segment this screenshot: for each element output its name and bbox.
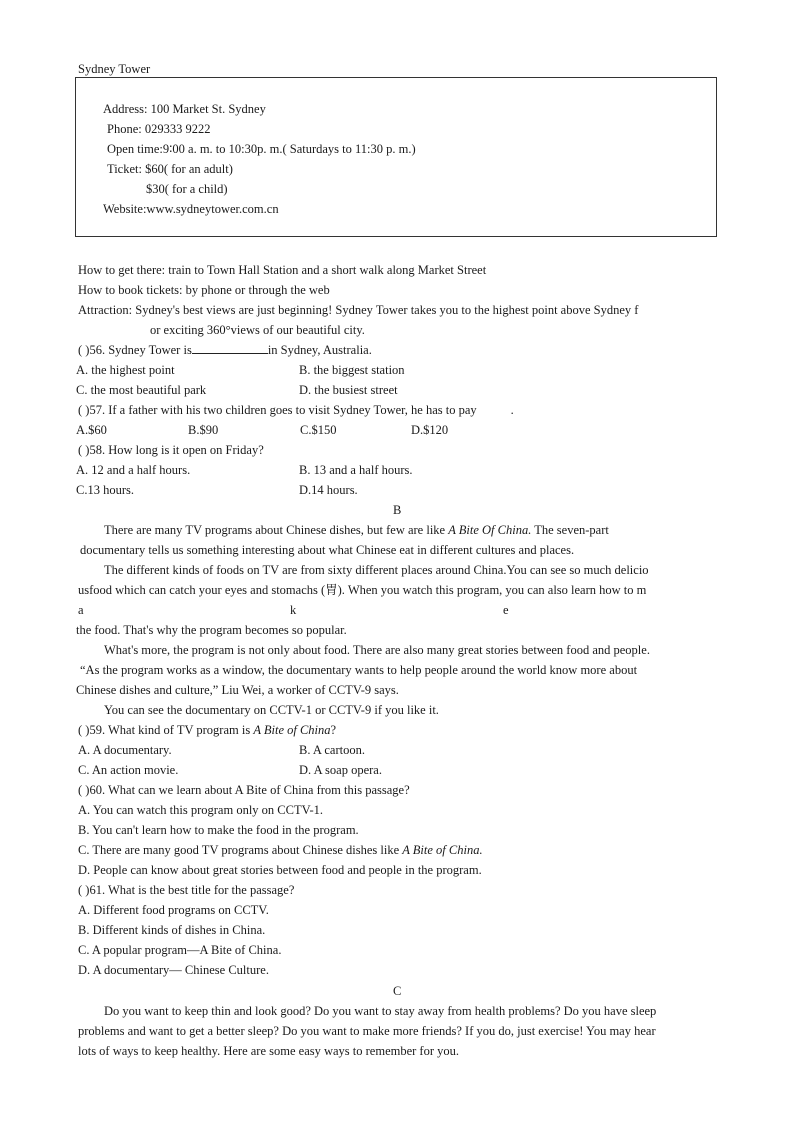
question-57 <box>78 400 514 420</box>
phone-line: Phone: 029333 9222 <box>107 122 211 136</box>
website-line: Website:www.sydneytower.com.cn <box>103 202 279 216</box>
section-b-letter-k: k <box>290 603 297 617</box>
question-59-stem: ( )59. What kind of TV program is <box>78 723 254 737</box>
question-56 <box>78 340 372 360</box>
option-57-b: B.$90 <box>188 423 219 437</box>
question-56-stem-end: in Sydney, Australia. <box>267 343 372 357</box>
how-to-book-line: How to book tickets: by phone or through the web <box>78 283 330 297</box>
text-span: There are many TV programs about Chinese dishes, but few are like <box>104 523 449 537</box>
option-61-b: B. Different kinds of dishes in China. <box>78 923 266 937</box>
section-b-p3-line2: “As the program works as a window, the documentary wants to help people around the world know more about <box>80 663 638 677</box>
program-title: A Bite Of China. <box>448 523 532 537</box>
answer-blank <box>192 340 268 354</box>
ticket-child-line: $30( for a child) <box>146 182 228 196</box>
section-b-letter-e: e <box>503 603 509 617</box>
option-57-a: A.$60 <box>76 423 107 437</box>
attraction-line-2: or exciting 360°views of our beautiful city. <box>150 323 365 337</box>
address-line: Address: 100 Market St. Sydney <box>103 102 266 116</box>
option-59-a: A. A documentary. <box>78 743 172 757</box>
option-58-b: B. 13 and a half hours. <box>299 463 413 477</box>
question-58: ( )58. How long is it open on Friday? <box>78 443 264 457</box>
option-56-a: A. the highest point <box>76 363 175 377</box>
question-60: ( )60. What can we learn about A Bite of China from this passage? <box>78 783 410 797</box>
option-56-c: C. the most beautiful park <box>76 383 207 397</box>
option-60-c <box>78 840 483 860</box>
option-59-b: B. A cartoon. <box>299 743 365 757</box>
section-b-p3-line1: What's more, the program is not only about food. There are also many great stories between food and people. <box>104 643 650 657</box>
option-58-a: A. 12 and a half hours. <box>76 463 191 477</box>
option-61-c: C. A popular program—A Bite of China. <box>78 943 282 957</box>
question-61: ( )61. What is the best title for the passage? <box>78 883 295 897</box>
section-b-p3-line3: Chinese dishes and culture,” Liu Wei, a worker of CCTV-9 says. <box>76 683 399 697</box>
option-60-d: D. People can know about great stories between food and people in the program. <box>78 863 482 877</box>
section-b-p4-line1: You can see the documentary on CCTV-1 or CCTV-9 if you like it. <box>104 703 439 717</box>
question-57-stem-end: . <box>510 403 514 417</box>
section-b-letter-a: a <box>78 603 84 617</box>
option-60-a: A. You can watch this program only on CCTV-1. <box>78 803 324 817</box>
section-c-line3: lots of ways to keep healthy. Here are some easy ways to remember for you. <box>78 1044 460 1058</box>
question-56-stem: ( )56. Sydney Tower is <box>78 343 192 357</box>
question-59 <box>78 720 336 740</box>
info-box <box>75 77 717 237</box>
section-c-label: C <box>393 984 402 998</box>
program-title: A Bite of China. <box>402 843 483 857</box>
section-b-p2-line1: The different kinds of foods on TV are from sixty different places around China.You can see so much delicio <box>104 563 649 577</box>
open-time-line: Open time:9∶00 a. m. to 10:30p. m.( Saturdays to 11:30 p. m.) <box>107 142 416 156</box>
program-title: A Bite of China <box>253 723 331 737</box>
section-c-line1: Do you want to keep thin and look good? Do you want to stay away from health problems? Do you have sleep <box>104 1004 657 1018</box>
option-61-d: D. A documentary— Chinese Culture. <box>78 963 269 977</box>
section-b-p1-line2: documentary tells us something interesting about what Chinese eat in different cultures and places. <box>80 543 575 557</box>
option-58-c: C.13 hours. <box>76 483 134 497</box>
option-56-b: B. the biggest station <box>299 363 405 377</box>
question-59-stem-end: ? <box>330 723 337 737</box>
option-58-d: D.14 hours. <box>299 483 358 497</box>
text-span: C. There are many good TV programs about Chinese dishes like <box>78 843 403 857</box>
section-b-p2-line4: the food. That's why the program becomes so popular. <box>76 623 347 637</box>
section-c-line2: problems and want to get a better sleep? Do you want to make more friends? If you do, just exercise! You may hear <box>78 1024 656 1038</box>
section-b-p1-line1 <box>104 520 609 540</box>
attraction-line-1: Attraction: Sydney's best views are just beginning! Sydney Tower takes you to the highest point above Sydney f <box>78 303 639 317</box>
ticket-adult-line: Ticket: $60( for an adult) <box>107 162 233 176</box>
option-60-b: B. You can't learn how to make the food in the program. <box>78 823 359 837</box>
how-to-get-line: How to get there: train to Town Hall Station and a short walk along Market Street <box>78 263 487 277</box>
option-57-d: D.$120 <box>411 423 449 437</box>
option-56-d: D. the busiest street <box>299 383 398 397</box>
page-title: Sydney Tower <box>78 62 151 76</box>
option-59-c: C. An action movie. <box>78 763 179 777</box>
question-57-stem: ( )57. If a father with his two children goes to visit Sydney Tower, he has to pay <box>78 403 477 417</box>
option-61-a: A. Different food programs on CCTV. <box>78 903 269 917</box>
option-59-d: D. A soap opera. <box>299 763 382 777</box>
section-b-p2-line2: usfood which can catch your eyes and stomachs (胃). When you watch this program, you can also learn how to m <box>78 583 647 597</box>
section-b-label: B <box>393 503 402 517</box>
text-span: The seven-part <box>531 523 609 537</box>
option-57-c: C.$150 <box>300 423 337 437</box>
